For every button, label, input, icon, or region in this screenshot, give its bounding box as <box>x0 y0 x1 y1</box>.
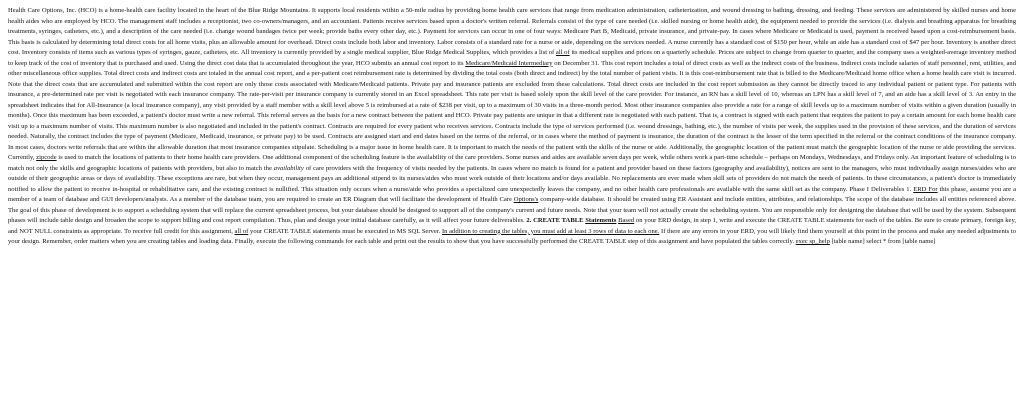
body-text-7: company-wide database. It should be created using ER Assistant and include entities, attributes, and relationships. The scope of the database includes all entities referenced above. The goal of this phase of development is to support a scheduling system that will replace the current spreadsheet process, but your database should be designed to support all of the company's current and future needs. Note that your team will not actually create the scheduling system. You are responsible only for designing the database that will be used by the system. Subsequent phases will include table design and broaden the scope to support billing and cost report compilation. Thus, plan and design your initial database carefully, as it will affect your future deliverables. <box>8 196 1017 224</box>
document-body <box>8 6 1016 248</box>
body-text-2: its medical supplies and prices on a quarterly schedule. Prices are subject to change from quarter to quarter, and the company uses a weighted-average inventory method to keep track of the cost of inventory that is purchased and used. Using the direct cost data that is accumulated throughout the year, HCO submits an annual cost report to its <box>8 49 1017 67</box>
body-text-6: this phase, assume you are a member of a team of database and GUI developers/analysts. As a member of the database team, you are required to create an ER Diagram that will facilitate the development of Health Care <box>8 185 1016 203</box>
body-text-4: is used to match the locations of patients to their home health care providers. One additional component of the scheduling feature is the availability of the care providers. Some nurses and aides are available seven days per week, while others work a part-time schedule – perhaps on Mondays, Wednesdays, and Fridays only. An important feature of scheduling is to match not only the skills and geographic locations of patients with providers, but also to match the <box>8 154 1016 172</box>
underlined-text: Based <box>618 217 635 224</box>
body-text-1: Health Care Options, Inc. (HCO) is a home-health care facility located in the heart of the Blue Ridge Mountains. It supports local residents within a 50-mile radius by providing home health care services that range from medication administration, catheterization, and wound dressing to bathing, dressing, and feeding. These services are administered by skilled nurses and home health aides who are employed by HCO. The management staff includes a receptionist, two co-owners/managers, and an accountant. Patients receive services based upon a doctor's written referral. Referrals consist of the type of care needed (i.e. skilled nursing or home health aide), the equipment needed to provide the services (i.e. dialysis and breathing apparatus for breathing treatments, syringes, catheters, etc.), and a description of the care needed (i.e. change wound bandages twice per week; provide baths every other day, etc.). Payment for services can occur in one of four ways: Medicare Part B, Medicaid, private insurance, and private-pay. In cases where Medicare or Medicaid is used, payment is received based upon a cost-reimbursement basis. This basis is calculated by determining total direct costs for all home visits, plus an allowable amount for overhead. Direct costs include both labor and inventory. Labor consists of a standard rate for a nurse or aide, depending on the services needed. A nurse currently has a standard cost of $150 per hour, while an aide has a standard cost of $47 per hour. Inventory is another direct cost. Inventory consists of items such as various types of syringes, gauze, catheters, etc. All inventory is currently provided by a single medical supplier, Blue Ridge Medical Supplies, which provides a list of <box>8 7 1016 56</box>
underlined-text: zipcode <box>36 154 57 161</box>
underlined-text: Medicare/Medicaid Intermediary <box>465 59 553 67</box>
underlined-text: exec sp_help <box>795 238 830 245</box>
body-text-9: your CREATE TABLE statements must be executed in MS SQL Server. <box>248 227 442 235</box>
underlined-text: In addition to creating the tables, you must add at least 3 rows of data to each one. <box>441 227 660 235</box>
bold-heading: 2. CREATE TABLE <box>526 217 586 224</box>
body-text-10: If there are any errors in your ERD, you will likely find them yourself at this point in the process and make any needed adjustments to your design. Remember, order matters when you are creating tables and loading data. Finally, execute the following commands for each table and print out the results to show that you have successfully performed the CREATE TABLE step of this assignment and have populated the tables correctly. <box>8 227 1016 245</box>
underlined-text: all of <box>555 49 570 56</box>
underlined-text: Options's <box>513 196 539 203</box>
italic-text: availability <box>273 164 304 172</box>
body-text-11: [table name] select * from [table name] <box>829 238 936 245</box>
body-text-8: on your ERD design, in step 1, write and execute the CREATE TABLE statements for each of the tables. Be sure to create primary, foreign key, and NOT NULL constraints as appropriate. To receive full credit for this assignment, <box>8 217 1016 235</box>
body-text-3: on December 31. This cost report includes a total of direct costs as well as the indirect costs of the business. Indirect costs include salaries of staff personnel, rent, utilities, and other miscellaneous office supplies. Total direct costs and indirect costs are totaled in the annual cost report, and a per-patient cost reimbursement rate is determined by dividing the total costs (both direct and indirect) by the total number of patient visits. It is this cost-reimbursement rate that is billed to the Medicare/Medicaid home office when a home health care visit is incurred. Note that the direct costs that are accumulated and submitted within the cost report are only those costs associated with Medicare/Medicaid patients. Private pay and insurance patients are excluded from these calculations. Total direct costs are included in the cost report submission as they cannot be directly traced to any individual patient or patient type. For patients with insurance, a pre-determined rate per visit is negotiated with each insurance company. The rate-per-visit per insurance company is currently stored in an Excel spreadsheet. This rate per visit is based solely upon the skill level of the care provider. For instance, an RN has a skill level of 10, whereas an LPN has a skill level of 7, and an aide has a skill level of 3. An entry in the spreadsheet indicates that for All-Insurance (a local insurance company), any visit provided by a staff member with a skill level above 5 is reimbursed at a rate of $238 per visit, up to a maximum of 30 visits in a three-month period. Most other insurance companies also provide a rate for a range of skill levels up to a maximum number of visits within a given duration (usually in months). Once this maximum has been exceeded, a patient's doctor must write a new referral. This referral serves as the basis for a new contract between the patient and HCO. Private pay patients are unique in that a different rate is negotiated with each patient. That is, a contract is signed with each patient that requires the patient to pay a certain amount for each home health care visit up to a maximum number of visits. This maximum number is also negotiated and included in the patient's contract. Contracts are required for every patient who receives services. Contracts include the type of services performed (i.e. wound dressings, bathing, etc.), the number of visits per week, the supplies used in the provision of these services, and the duration of services needed. Naturally, the contract includes the type of payment (Medicare, Medicaid, insurance, or private pay) to be used. Contracts are assigned start and end dates based on the terms of the referral, or in cases where the method of payment is insurance, the duration of the contract is the lesser of the term specified in the referral or the contract conditions of the insurance company. In most cases, doctors write referrals that are within the allowable duration that most insurance companies stipulate. Scheduling is a major issue in home health care. It is important to match the needs of the patient with the skills of the nurse or aide. Additionally, the geographic location of the patient must match the geographic location of the nurse or aide providing the services. Currently, <box>8 59 1017 161</box>
bold-underlined-heading: Statements <box>585 217 617 224</box>
underlined-text: all of <box>234 227 249 235</box>
body-text-5: of care providers with the frequency of visits needed by the patients. In cases where no match is found for a patient and provider based on these factors (geography and availability), notices are sent to the managers, who must individually assign nurses/aides who are outside of their geographic areas or days of availability. These exceptions are rare, but when they occur, management pays an additional stipend to its nurses/aides who must work outside of their locations and/or days available. No replacements are ever made when skill sets of providers do not match the needs of patients. In these circumstances, a patient's doctor is immediately notified to allow the patient to receive in-hospital or rehabilitative care, and the existing contract is nullified. This situation only occurs when a nurse/aide who provides a specialized care unexpectedly leaves the company, and no other health care professionals are available with the same skill set as the company. Phase I Deliverables 1. <box>8 164 1017 193</box>
underlined-text: ERD For <box>913 185 938 193</box>
